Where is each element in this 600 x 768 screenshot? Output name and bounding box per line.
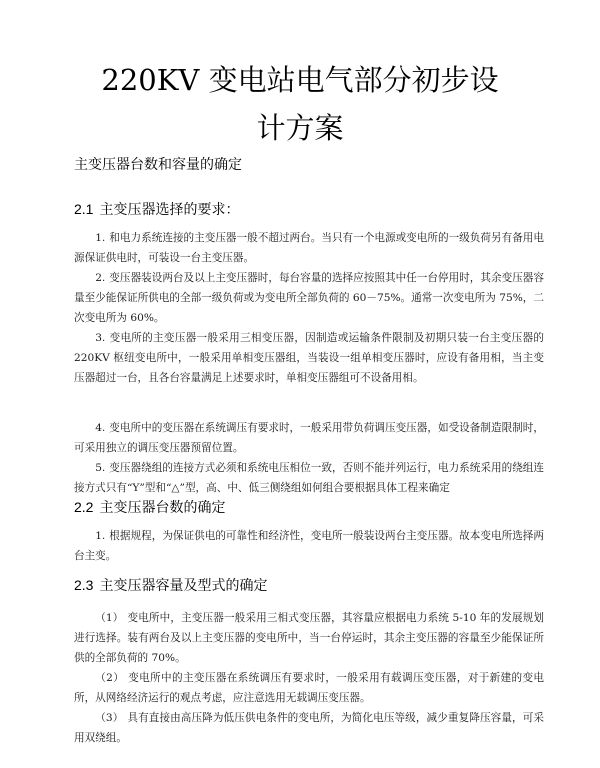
paragraph xyxy=(74,526,544,566)
document-title-line-1: 220KV 变电站电气部分初步设 xyxy=(101,63,499,97)
paragraph xyxy=(74,608,544,668)
subsection-title: 主变压器容量及型式的确定 xyxy=(99,578,268,594)
paragraph-text: 变电所中，主变压器一般采用三相式变压器，其容量应根据电力系统 5-10 年的发展规划进行选择。装有两台及以上主变压器的变电所中，当一台停运时，其余主变压器的容量至少能保证所供的全部负荷的 70%。 xyxy=(74,612,544,664)
paragraph xyxy=(74,228,544,268)
paragraph-number: 3. xyxy=(95,332,106,344)
document-title-line-2: 计方案 xyxy=(256,111,344,145)
paragraph-text: 变压器绕组的连接方式必须和系统电压相位一致，否则不能并列运行，电力系统采用的绕组连接方式只有“Y”型和“△”型，高、中、低三侧绕组如何组合要根据具体工程来确定 xyxy=(74,462,544,494)
paragraph-text: 具有直接由高压降为低压供电条件的变电所，为简化电压等级，减少重复降压容量，可采用双绕组。 xyxy=(74,712,544,744)
paragraph xyxy=(74,668,544,708)
paragraph-number: 5. xyxy=(95,462,106,474)
paragraph-number: （1） xyxy=(95,612,124,624)
paragraph-text: 变电所中的主变压器在系统调压有要求时，一般采用有载调压变压器，对于新建的变电所，从网络经济运行的观点考虑，应注意选用无载调压变压器。 xyxy=(74,672,545,704)
section-heading: 主变压器台数和容量的确定 xyxy=(74,157,242,173)
subsection-number: 2.3 xyxy=(74,577,94,593)
paragraph-text: 根据规程，为保证供电的可靠性和经济性，变电所一般装设两台主变压器。故本变电所选择两台主变。 xyxy=(74,530,544,562)
paragraph-text: 变压器装设两台及以上主变压器时，每台容量的选择应按照其中任一台停用时，其余变压器容量至少能保证所供电的全部一级负荷或为变电所全部负荷的 60－75%。通常一次变电所为 75%，二次变电所为 60%。 xyxy=(74,272,544,324)
paragraph-text: 变电所中的变压器在系统调压有要求时，一般采用带负荷调压变压器，如受设备制造限制时，可采用独立的调压变压器预留位置。 xyxy=(74,422,544,454)
paragraph xyxy=(74,708,544,748)
paragraph xyxy=(74,268,544,328)
paragraph-number: （2） xyxy=(95,672,125,684)
paragraph xyxy=(74,418,544,458)
paragraph-number: 4. xyxy=(95,422,106,434)
subsection-number: 2.1 xyxy=(74,201,94,217)
subsection-heading-2-2 xyxy=(74,498,225,517)
paragraph-number: 1. xyxy=(95,232,106,244)
paragraph xyxy=(74,458,544,498)
paragraph-text: 和电力系统连接的主变压器一般不超过两台。当只有一个电源或变电所的一级负荷另有备用电源保证供电时，可装设一台主变压器。 xyxy=(74,232,544,264)
paragraph-number: （3） xyxy=(95,712,124,724)
paragraph-number: 1. xyxy=(95,530,106,542)
subsection-number: 2.2 xyxy=(74,499,94,515)
paragraph-number: 2. xyxy=(95,272,106,284)
paragraph-text: 变电所的主变压器一般采用三相变压器，因制造或运输条件限制及初期只装一台主变压器的 220KV 枢纽变电所中，一般采用单相变压器组，当装设一组单相变压器时，应设有备用相，当主变压器超过一台，且各台容量满足上述要求时，单相变压器组可不设备用相。 xyxy=(74,332,544,384)
subsection-heading-2-3 xyxy=(74,576,267,595)
subsection-title: 主变压器选择的要求： xyxy=(99,202,240,218)
subsection-title: 主变压器台数的确定 xyxy=(99,500,226,516)
paragraph xyxy=(74,328,544,388)
subsection-heading-2-1 xyxy=(74,200,239,219)
